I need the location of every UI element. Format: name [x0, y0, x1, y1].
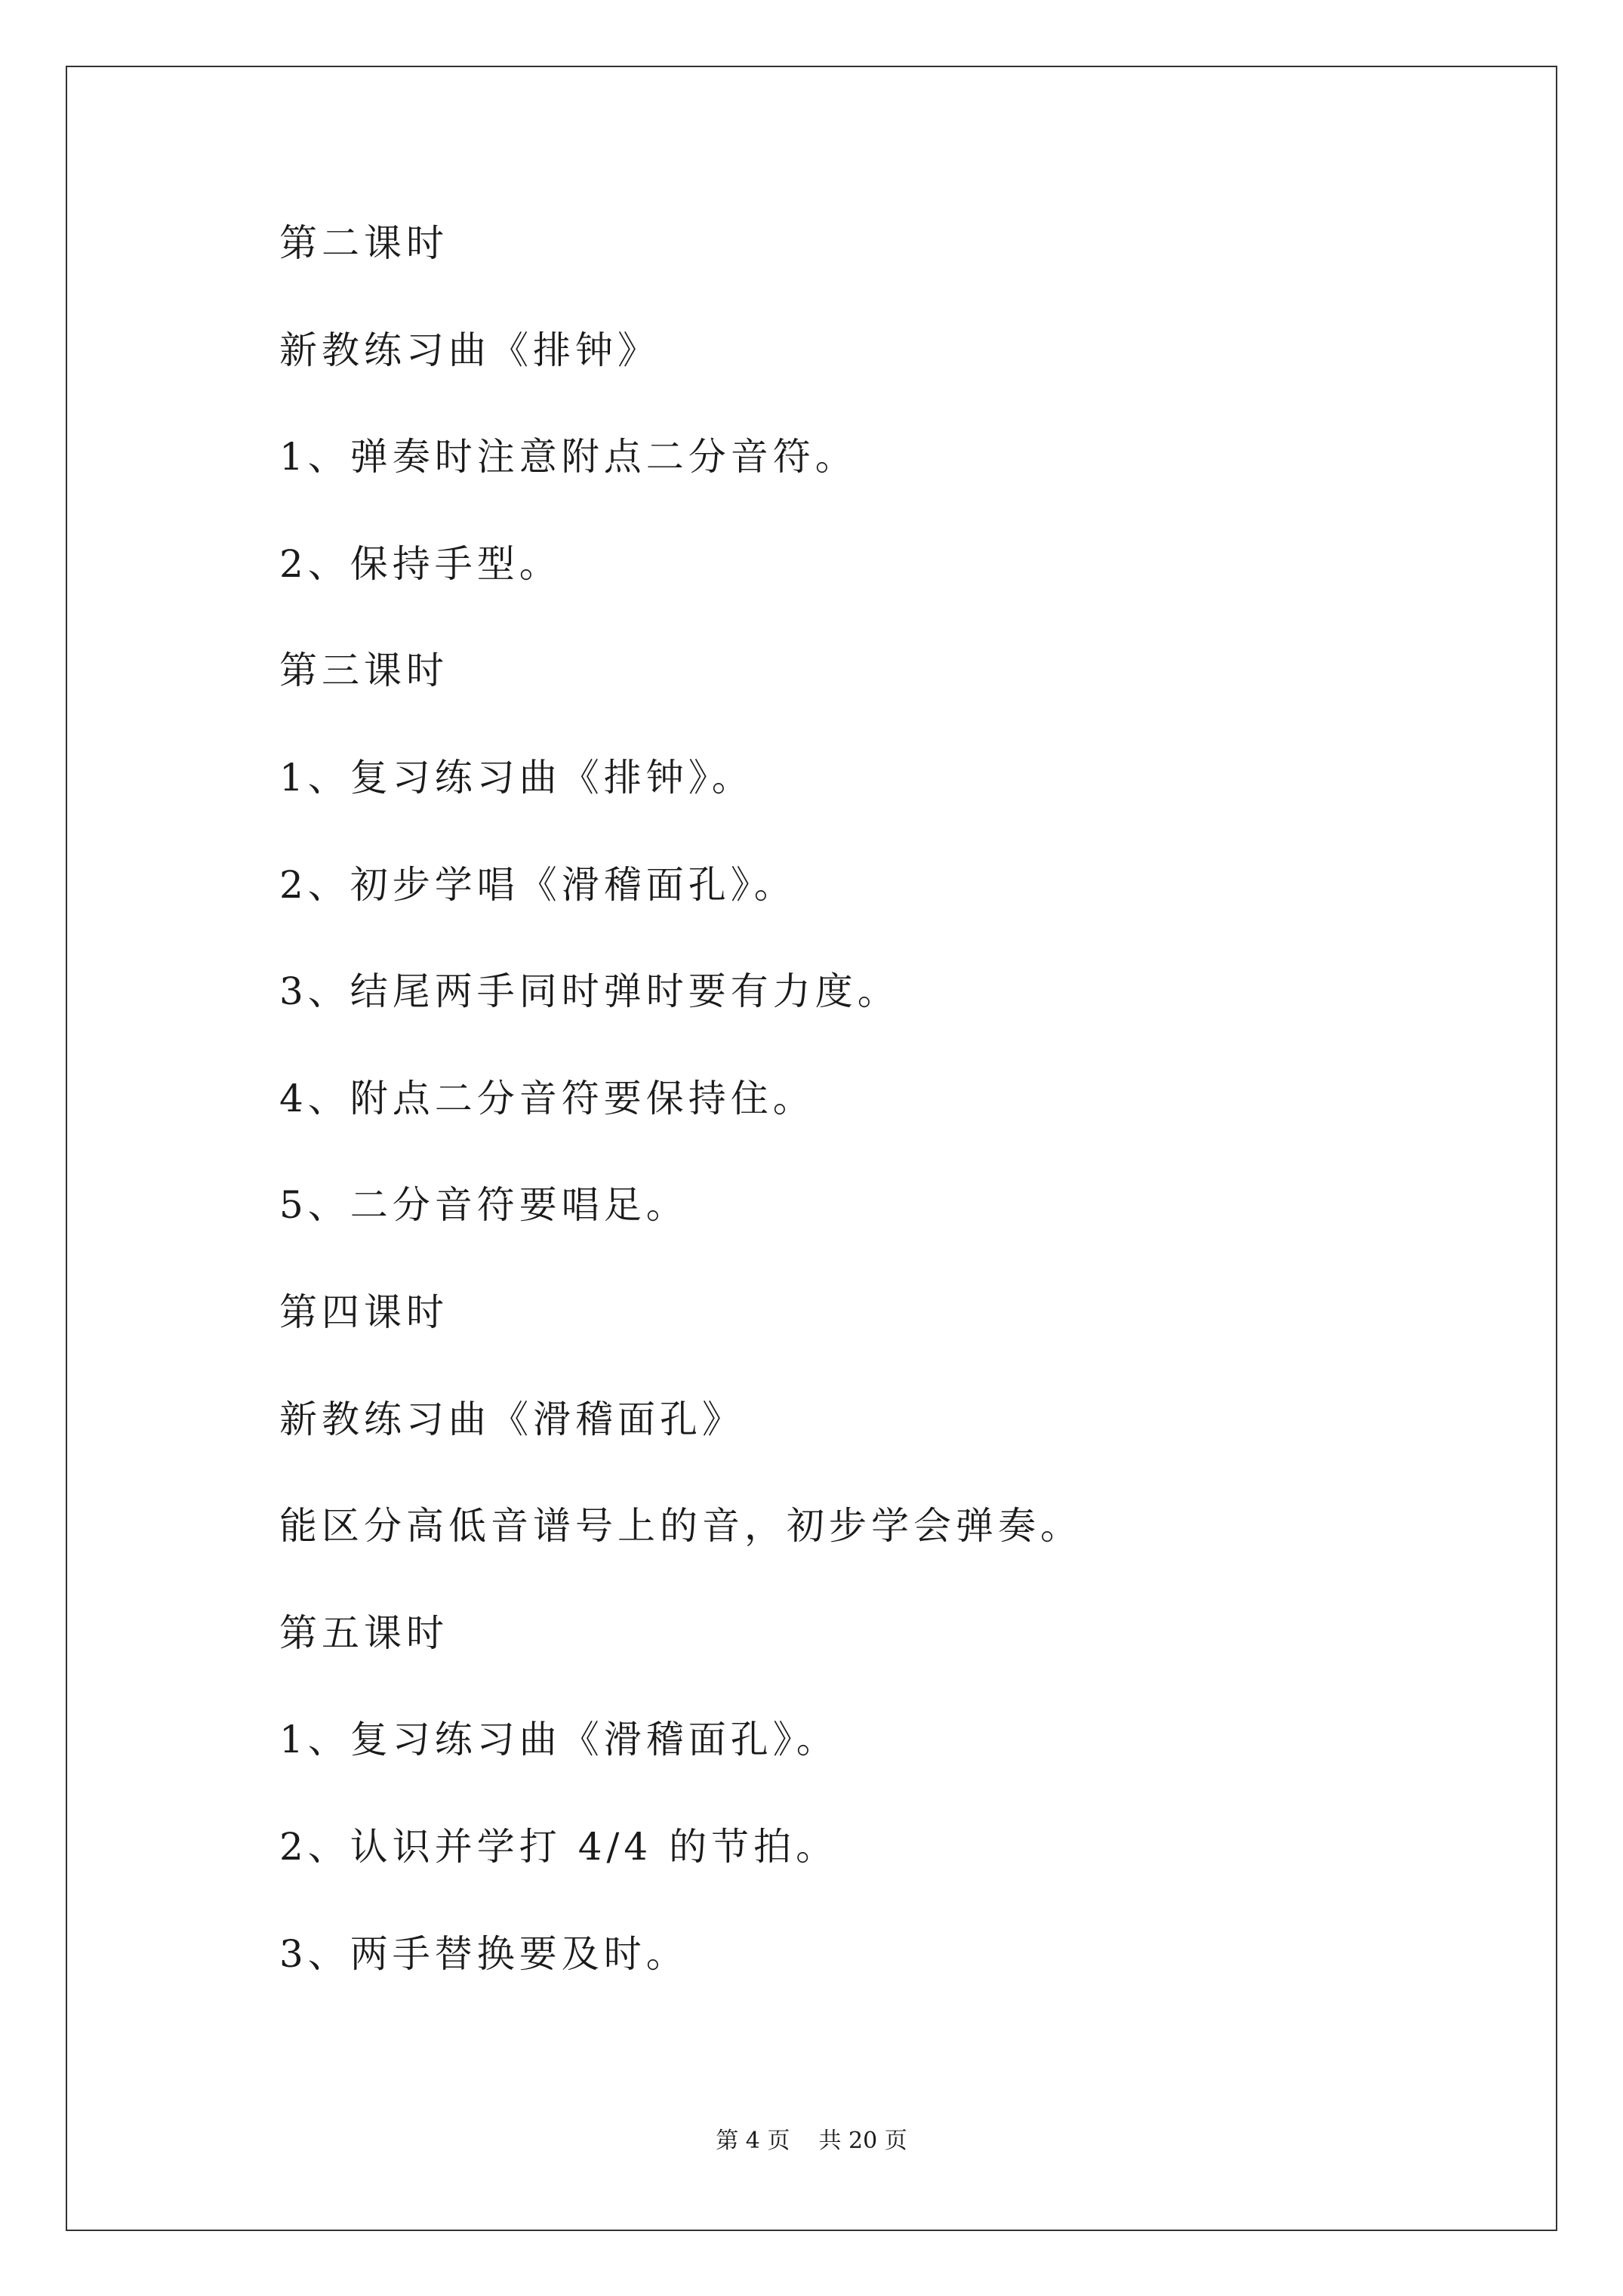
- section-heading: 第四课时: [279, 1290, 448, 1334]
- section-heading: 第二课时: [279, 221, 448, 265]
- list-item: 4、附点二分音符要保持住。: [279, 1076, 815, 1120]
- section-heading: 第三课时: [279, 649, 448, 693]
- paragraph: 新教练习曲《排钟》: [279, 328, 660, 372]
- list-item: 1、复习练习曲《滑稽面孔》。: [279, 1718, 839, 1762]
- page-number-footer: 第 4 页 共 20 页: [716, 2128, 907, 2154]
- list-item: 2、保持手型。: [279, 541, 562, 586]
- paragraph: 能区分高低音谱号上的音，初步学会弹奏。: [279, 1504, 1083, 1549]
- list-item: 2、初步学唱《滑稽面孔》。: [279, 862, 796, 907]
- list-item: 1、弹奏时注意附点二分音符。: [279, 435, 858, 479]
- section-heading: 第五课时: [279, 1610, 448, 1655]
- document-body: [279, 220, 1487, 2038]
- list-item: 3、两手替换要及时。: [279, 1931, 688, 1976]
- list-item: 2、认识并学打 4/4 的节拍。: [279, 1824, 839, 1869]
- list-item: 5、二分音符要唱足。: [279, 1183, 688, 1228]
- list-item: 3、结尾两手同时弹时要有力度。: [279, 969, 900, 1014]
- list-item: 1、复习练习曲《排钟》。: [279, 755, 754, 800]
- paragraph: 新教练习曲《滑稽面孔》: [279, 1397, 744, 1441]
